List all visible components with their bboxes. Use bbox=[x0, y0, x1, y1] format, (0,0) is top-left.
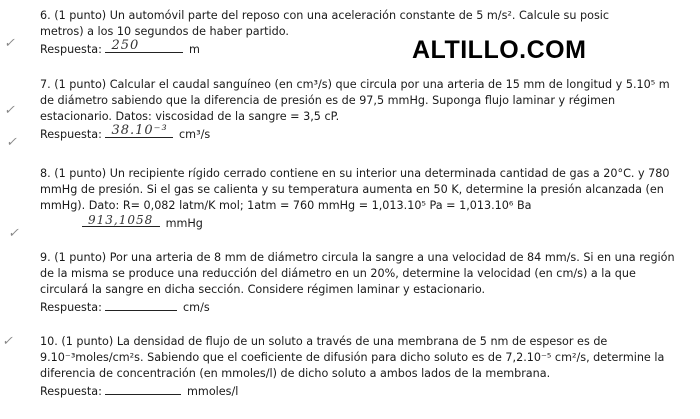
answer-blank[interactable] bbox=[105, 40, 183, 53]
answer-blank[interactable] bbox=[105, 125, 173, 138]
question-line: circulará la sangre en dicha sección. Considere régimen laminar y estacionario. bbox=[40, 283, 486, 296]
question-10 bbox=[40, 334, 664, 400]
answer-blank[interactable] bbox=[105, 298, 177, 311]
question-line: metros) a los 10 segundos de haber partido. bbox=[40, 25, 289, 38]
question-line: mmHg de presión. Si el gas se calienta y su temperatura aumenta en 50 K, determine la presión alcanzada (en bbox=[40, 183, 664, 196]
question-7 bbox=[40, 77, 670, 143]
answer-row bbox=[40, 298, 675, 316]
answer-label: Respuesta: bbox=[40, 301, 102, 314]
answer-label: Respuesta: bbox=[40, 385, 102, 398]
answer-row bbox=[40, 40, 609, 58]
handwritten-answer: 913,1058 bbox=[88, 213, 154, 227]
answer-unit: cm³/s bbox=[179, 128, 211, 141]
question-line: 6. (1 punto) Un automóvil parte del reposo con una aceleración constante de 5 m/s². Calcule su posic bbox=[40, 9, 610, 22]
question-line: mmHg). Dato: R= 0,082 latm/K mol; 1atm = 760 mmHg = 1,013.10⁵ Pa = 1,013.10⁶ Ba bbox=[40, 199, 532, 212]
answer-unit: mmoles/l bbox=[187, 385, 239, 398]
question-line: 9.10⁻³moles/cm²s. Sabiendo que el coeficiente de difusión para dicho soluto es de 7,2.10⁻⁵ cm²/s, determine la bbox=[40, 351, 665, 364]
question-line: de diámetro sabiendo que la diferencia de presión es de 97,5 mmHg. Suponga flujo laminar y régimen bbox=[40, 94, 616, 107]
answer-label: Respuesta: bbox=[40, 128, 102, 141]
question-line: 9. (1 punto) Por una arteria de 8 mm de diámetro circula la sangre a una velocidad de 84 mm/s. Si en una región bbox=[40, 251, 675, 264]
check-mark-icon: ✓ bbox=[6, 135, 17, 150]
handwritten-answer: 250 bbox=[111, 38, 140, 53]
site-logo: ALTILLO.COM bbox=[412, 36, 587, 64]
check-mark-icon: ✓ bbox=[2, 334, 13, 349]
answer-row bbox=[40, 214, 670, 232]
question-6 bbox=[40, 8, 609, 58]
answer-blank[interactable] bbox=[82, 214, 160, 227]
handwritten-answer: 38.10⁻³ bbox=[111, 123, 168, 138]
question-line: 7. (1 punto) Calcular el caudal sanguíneo (en cm³/s) que circula por una arteria de 15 mm de longitud y 5.10⁵ m bbox=[40, 78, 670, 91]
answer-unit: cm/s bbox=[183, 301, 210, 314]
question-8 bbox=[40, 166, 670, 232]
question-line: 8. (1 punto) Un recipiente rígido cerrado contiene en su interior una determinada cantidad de gas a 20°C. y 780 bbox=[40, 167, 670, 180]
answer-blank[interactable] bbox=[105, 382, 181, 395]
question-line: estacionario. Datos: viscosidad de la sangre = 3,5 cP. bbox=[40, 110, 340, 123]
question-line: diferencia de concentración (en mmoles/l) de dicho soluto a ambos lados de la membrana. bbox=[40, 367, 551, 380]
question-9 bbox=[40, 250, 675, 316]
check-mark-icon: ✓ bbox=[4, 103, 15, 118]
check-mark-icon: ✓ bbox=[4, 36, 15, 51]
check-mark-icon: ✓ bbox=[8, 226, 19, 241]
answer-row bbox=[40, 125, 670, 143]
question-line: 10. (1 punto) La densidad de flujo de un soluto a través de una membrana de 5 nm de espesor es de bbox=[40, 335, 608, 348]
answer-row bbox=[40, 382, 664, 400]
answer-unit: m bbox=[189, 43, 200, 56]
question-line: de la misma se produce una reducción del diámetro en un 20%, determine la velocidad (en cm/s) a la que bbox=[40, 267, 636, 280]
answer-label: Respuesta: bbox=[40, 43, 102, 56]
answer-unit: mmHg bbox=[165, 217, 203, 230]
